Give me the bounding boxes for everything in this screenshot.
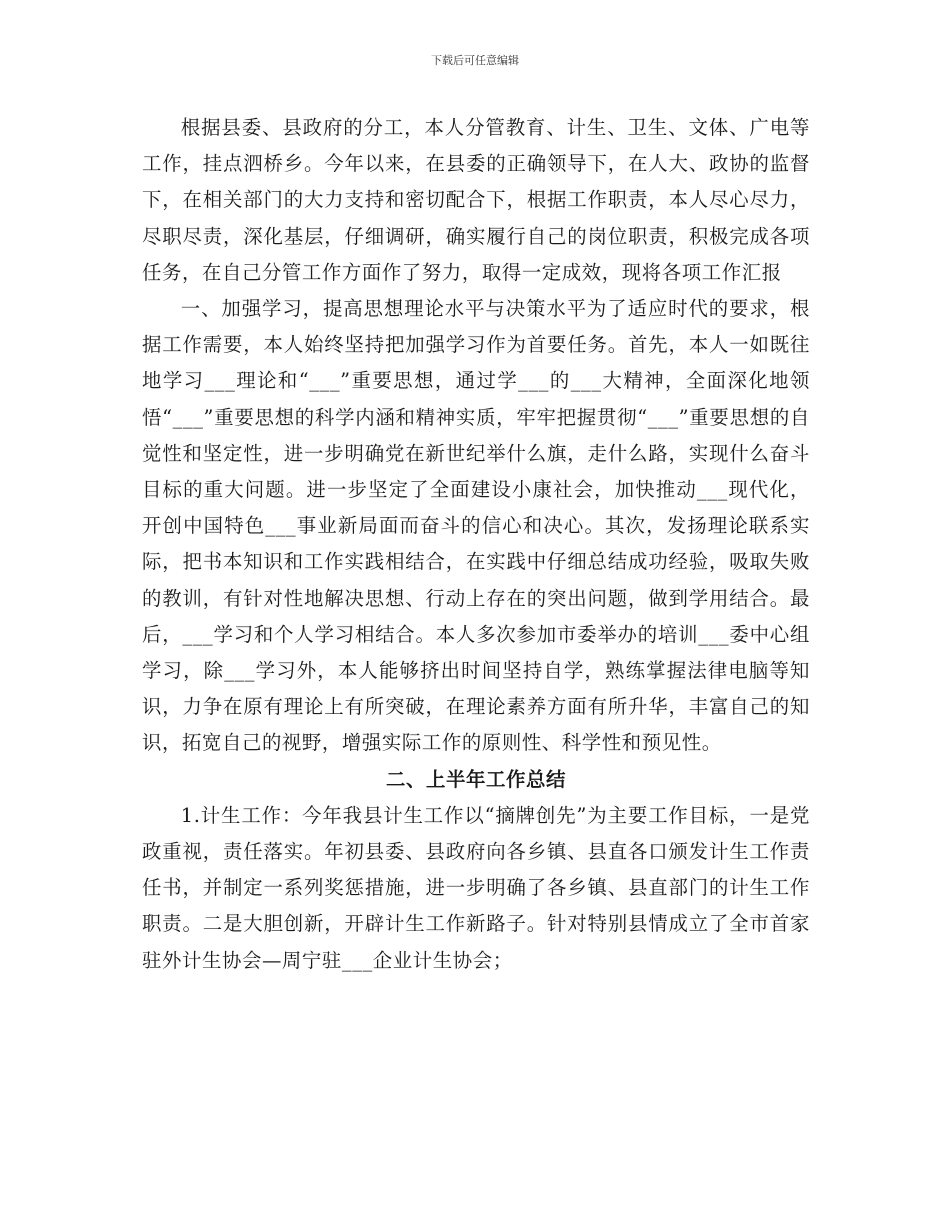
- intro-paragraph: 根据县委、县政府的分工，本人分管教育、计生、卫生、文体、广电等工作，挂点泗桥乡。今年以来，在县委的正确领导下，在人大、政协的监督下，在相关部门的大力支持和密切配合下，根据工作职责，本人尽心尽力，尽职尽责，深化基层，仔细调研，确实履行自己的岗位职责，积极完成各项任务，在自己分管工作方面作了努力，取得一定成效，现将各项工作汇报: [142, 116, 810, 284]
- study-paragraph: 一、加强学习，提高思想理论水平与决策水平为了适应时代的要求，根据工作需要，本人始终坚持把加强学习作为首要任务。首先，本人一如既往地学习___理论和“___”重要思想，通过学___的___大精神，全面深化地领悟“___”重要思想的科学内涵和精神实质，牢牢把握贯彻“___”重要思想的自觉性和坚定性，进一步明确党在新世纪举什么旗，走什么路，实现什么奋斗目标的重大问题。进一步坚定了全面建设小康社会，加快推动___现代化，开创中国特色___事业新局面而奋斗的信心和决心。其次，发扬理论联系实际，把书本知识和工作实践相结合，在实践中仔细总结成功经验，吸取失败的教训，有针对性地解决思想、行动上存在的突出问题，做到学用结合。最后，___学习和个人学习相结合。本人多次参加市委举办的培训___委中心组学习，除___学习外，本人能够挤出时间坚持自学，熟练掌握法律电脑等知识，力争在原有理论上有所突破，在理论素养方面有所升华，丰富自己的知识，拓宽自己的视野，增强实际工作的原则性、科学性和预见性。: [142, 297, 810, 755]
- family-planning-paragraph: 1.计生工作：今年我县计生工作以“摘牌创先”为主要工作目标，一是党政重视，责任落实。年初县委、县政府向各乡镇、县直各口颁发计生工作责任书，并制定一系列奖惩措施，进一步明确了各乡镇、县直部门的计生工作职责。二是大胆创新，开辟计生工作新路子。针对特别县情成立了全市首家驻外计生协会—周宁驻___企业计生协会；: [142, 803, 810, 972]
- document-body: [142, 110, 810, 979]
- page-header-note: 下载后可任意编辑: [431, 54, 519, 67]
- section-heading: 二、上半年工作总结: [386, 767, 566, 791]
